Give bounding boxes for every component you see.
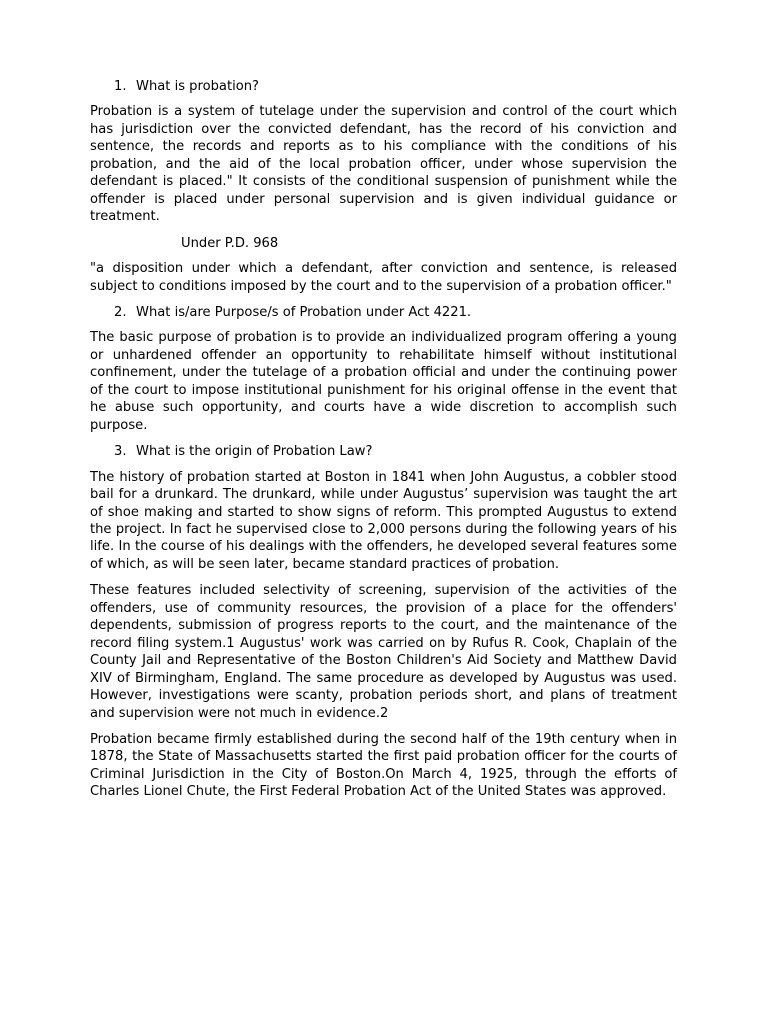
paragraph-origin-history: The history of probation started at Boston in 1841 when John Augustus, a cobbler stood bail for a drunkard. The drunkard, while under Augustus’ supervision was taught the art of shoe making and started to show signs of reform. This prompted Augustus to extend the project. In fact he supervised close to 2,000 persons during the following years of his life. In the course of his dealings with the offenders, he developed several features some of which, as will be seen later, became standard practices of probation. xyxy=(90,469,677,572)
paragraph-pd-quote: "a disposition under which a defendant, after conviction and sentence, is released subject to conditions imposed by the court and to the supervision of a probation officer." xyxy=(90,261,677,294)
paragraph-definition: Probation is a system of tutelage under the supervision and control of the court which has jurisdiction over the convicted defendant, has the record of his conviction and sentence, the records and reports as to his compliance with the conditions of his probation, and the aid of the local probation officer, under whose supervision the defendant is placed." It consists of the conditional suspension of punishment while the offender is placed under personal supervision and is given individual guidance or treatment. xyxy=(90,104,677,225)
paragraph-origin-features: These features included selectivity of screening, supervision of the activities of the offenders, use of community resources, the provision of a place for the offenders' dependents, submission of progress reports to the court, and the maintenance of the record filing system.1 Augustus' work was carried on by Rufus R. Cook, Chaplain of the County Jail and Representative of the Boston Children's Aid Society and Matthew David XIV of Birmingham, England. The same procedure as developed by Augustus was used. However, investigations were scanty, probation periods short, and plans of treatment and supervision were not much in evidence.2 xyxy=(90,583,677,721)
question-text: What is/are Purpose/s of Probation under Act 4221. xyxy=(136,304,472,320)
question-text: What is probation? xyxy=(136,79,259,94)
paragraph-purpose: The basic purpose of probation is to provide an individualized program offering a young or unhardened offender an opportunity to rehabilitate himself without institutional confinement, under the tutelage of a probation official and under the continuing power of the court to impose institutional punishment for his original offense in the event that he abuse such opportunity, and courts have a wide discretion to accomplish such purpose. xyxy=(90,330,677,433)
question-2 xyxy=(90,304,677,321)
question-number: 1. xyxy=(114,79,127,94)
document-page xyxy=(90,72,677,810)
paragraph-origin-establishment: Probation became firmly established during the second half of the 19th century when in 1878, the State of Massachusetts started the first paid probation officer for the courts of Criminal Jurisdiction in the City of Boston.On March 4, 1925, through the efforts of Charles Lionel Chute, the First Federal Probation Act of the United States was approved. xyxy=(90,731,677,800)
question-1 xyxy=(90,78,677,95)
question-number: 2. xyxy=(114,304,127,320)
question-3 xyxy=(90,443,677,460)
question-text: What is the origin of Probation Law? xyxy=(136,444,373,460)
question-number: 3. xyxy=(114,444,127,460)
subheading-pd-968: Under P.D. 968 xyxy=(181,235,279,251)
